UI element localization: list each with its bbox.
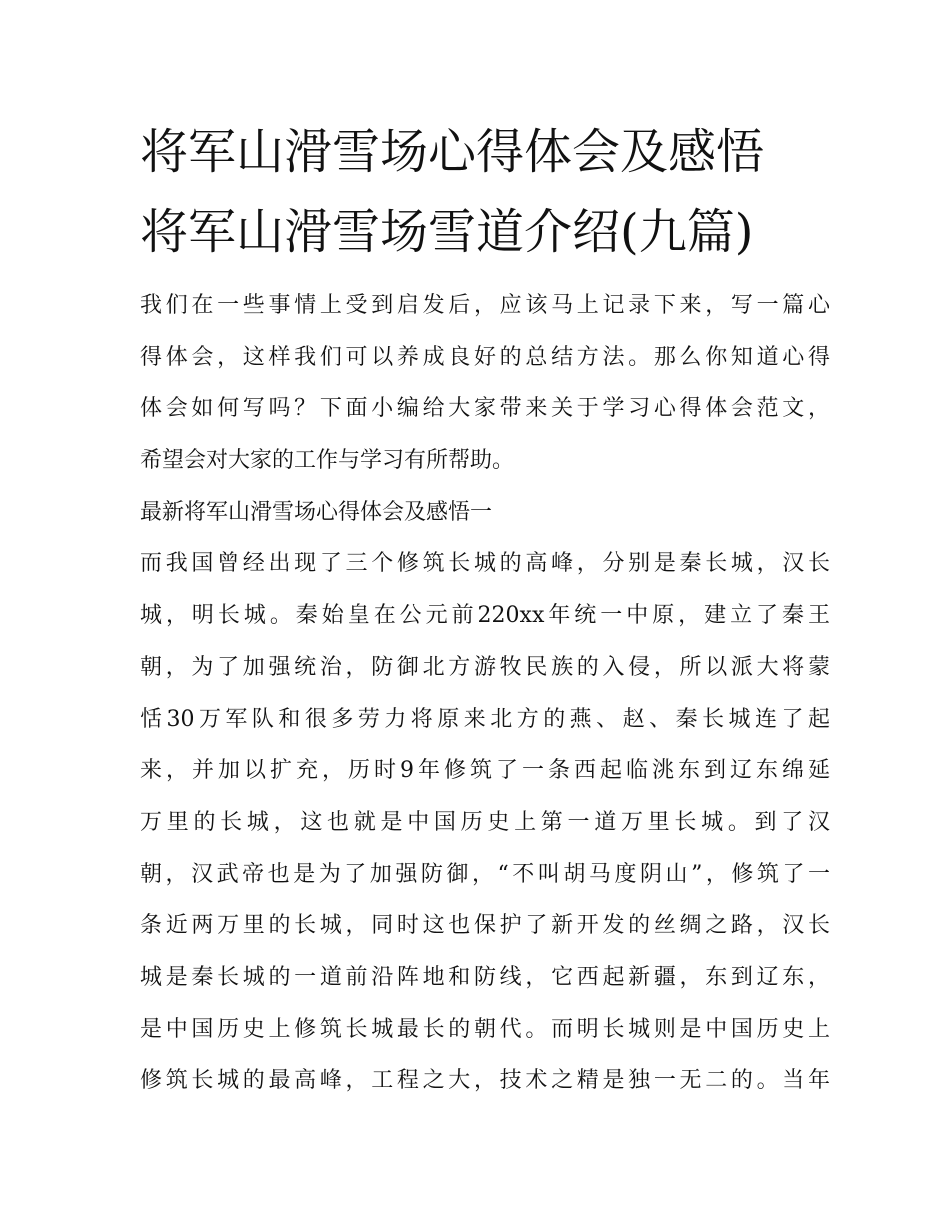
body-line: 城是秦长城的一道前沿阵地和防线，它西起新疆，东到辽东， bbox=[140, 964, 830, 990]
body-line: 而我国曾经出现了三个修筑长城的高峰，分别是秦长城，汉长 bbox=[140, 551, 830, 577]
body-line: 朝，为了加强统治，防御北方游牧民族的入侵，所以派大将蒙 bbox=[140, 654, 830, 680]
body-line: 我们在一些事情上受到启发后，应该马上记录下来，写一篇心 bbox=[140, 293, 830, 318]
document-body bbox=[140, 280, 830, 1107]
title-line: 将军山滑雪场雪道介绍(九篇) bbox=[140, 204, 754, 260]
body-line: 体会如何写吗？下面小编给大家带来关于学习心得体会范文， bbox=[140, 396, 830, 422]
body-line: 是中国历史上修筑长城最长的朝代。而明长城则是中国历史上 bbox=[140, 1016, 830, 1042]
body-line: 希望会对大家的工作与学习有所帮助。 bbox=[140, 448, 515, 474]
body-line: 得体会，这样我们可以养成良好的总结方法。那么你知道心得 bbox=[140, 344, 830, 370]
document-title bbox=[140, 112, 830, 272]
body-line: 恬30万军队和很多劳力将原来北方的燕、赵、秦长城连了起 bbox=[140, 706, 830, 732]
body-line: 朝，汉武帝也是为了加强防御，“不叫胡马度阴山”，修筑了一 bbox=[140, 861, 830, 887]
body-line: 条近两万里的长城，同时这也保护了新开发的丝绸之路，汉长 bbox=[140, 913, 830, 939]
body-line: 万里的长城，这也就是中国历史上第一道万里长城。到了汉 bbox=[140, 809, 830, 835]
section-heading: 最新将军山滑雪场心得体会及感悟一 bbox=[140, 499, 493, 525]
body-line: 城，明长城。秦始皇在公元前220xx年统一中原，建立了秦王 bbox=[140, 603, 830, 629]
body-line: 修筑长城的最高峰，工程之大，技术之精是独一无二的。当年 bbox=[140, 1068, 830, 1094]
body-line: 来，并加以扩充，历时9年修筑了一条西起临洮东到辽东绵延 bbox=[140, 758, 830, 784]
title-line: 将军山滑雪场心得体会及感悟 bbox=[140, 124, 765, 180]
